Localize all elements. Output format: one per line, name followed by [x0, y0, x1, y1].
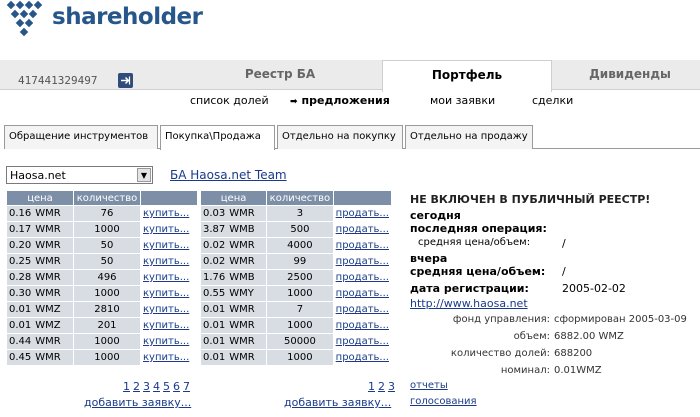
buy-order-action-link[interactable]: купить... [141, 286, 197, 301]
sell-order-price [201, 238, 266, 253]
buy-order-price [7, 206, 73, 221]
buy-order-currency: WMR [35, 288, 61, 299]
sell-order-action-link[interactable]: продать... [334, 334, 391, 349]
buy-order-price [7, 222, 73, 237]
sell-order-price [201, 334, 266, 349]
buy-page-link[interactable]: 2 [133, 380, 140, 393]
buy-pager [120, 380, 190, 393]
subnav-offers[interactable] [290, 94, 390, 107]
buy-order-currency: WMR [35, 352, 61, 363]
sell-order-price [201, 254, 266, 269]
sell-add-order-link[interactable]: добавить заявку... [284, 396, 392, 409]
buy-order-currency: WMR [35, 208, 61, 219]
sell-order-qty: 1000 [267, 350, 333, 365]
sell-order-price-value: 3.87 [203, 224, 226, 235]
sell-order-action-link[interactable]: продать... [334, 222, 391, 237]
voting-link[interactable]: голосования [410, 396, 477, 407]
sell-order-row [201, 334, 391, 349]
sell-order-currency: WMB [229, 224, 255, 235]
sell-order-price [201, 318, 266, 333]
sell-order-currency: WMR [229, 256, 255, 267]
buy-order-price [7, 270, 73, 285]
buy-table [6, 190, 198, 366]
buy-order-currency: WMR [35, 240, 61, 251]
sell-order-qty: 2500 [267, 270, 333, 285]
buy-order-qty: 50 [74, 254, 140, 269]
buy-order-price [7, 350, 73, 365]
sell-order-qty: 7 [267, 302, 333, 317]
today-label: сегодня [410, 209, 461, 222]
sell-order-action-link[interactable]: продать... [334, 238, 391, 253]
sell-header-action [334, 191, 391, 205]
shares-label: количество долей: [450, 348, 550, 359]
buy-order-row [7, 350, 197, 365]
buy-page-link[interactable]: 6 [173, 380, 180, 393]
buy-table-header [7, 191, 197, 205]
fund-label: фонд управления: [452, 314, 550, 325]
buy-order-price-value: 0.16 [9, 208, 32, 219]
sell-page-link[interactable]: 3 [388, 380, 395, 393]
subtab-buy-only[interactable]: Отдельно на покупку [277, 125, 403, 149]
buy-order-action-link[interactable]: купить... [141, 254, 197, 269]
site-header [0, 0, 700, 60]
buy-order-price [7, 286, 73, 301]
sell-order-row [201, 302, 391, 317]
volume-value: 6882.00 WMZ [554, 331, 624, 342]
tab-dividends[interactable]: Дивиденды [589, 67, 671, 81]
buy-order-price-value: 0.20 [9, 240, 32, 251]
buy-order-row [7, 334, 197, 349]
buy-order-action-link[interactable]: купить... [141, 334, 197, 349]
logout-icon[interactable] [118, 73, 133, 88]
avg-yesterday-label: средняя цена/объем: [410, 265, 546, 278]
buy-order-qty: 496 [74, 270, 140, 285]
buy-order-row [7, 302, 197, 317]
last-op-label: последняя операция: [410, 222, 547, 235]
sell-order-price [201, 222, 266, 237]
buy-order-price-value: 0.25 [9, 256, 32, 267]
instrument-select[interactable] [6, 166, 153, 184]
sell-order-action-link[interactable]: продать... [334, 206, 391, 221]
sell-order-qty: 3 [267, 206, 333, 221]
active-arrow-icon: ➡ [290, 97, 298, 107]
buy-order-qty: 201 [74, 318, 140, 333]
subnav-offers-label: предложения [301, 94, 390, 107]
buy-order-row [7, 318, 197, 333]
buy-order-price-value: 0.44 [9, 336, 32, 347]
sell-order-action-link[interactable]: продать... [334, 286, 391, 301]
registry-warning: НЕ ВКЛЮЧЕН В ПУБЛИЧНЫЙ РЕЕСТР! [410, 193, 651, 206]
instrument-info-panel [410, 190, 700, 417]
buy-order-action-link[interactable]: купить... [141, 270, 197, 285]
buy-order-price [7, 254, 73, 269]
buy-order-price [7, 318, 73, 333]
sell-order-action-link[interactable]: продать... [334, 254, 391, 269]
buy-order-currency: WMZ [35, 304, 61, 315]
sell-order-row [201, 318, 391, 333]
nominal-value: 0.01WMZ [554, 365, 602, 376]
buy-page-link[interactable]: 7 [183, 380, 190, 393]
sell-order-price-value: 0.02 [203, 240, 226, 251]
sell-order-currency: WMR [229, 352, 255, 363]
buy-order-qty: 76 [74, 206, 140, 221]
avg-today-value: / [562, 237, 566, 250]
team-link[interactable]: БА Haosa.net Team [170, 168, 287, 182]
buy-order-row [7, 206, 197, 221]
subnav-shares-list[interactable]: список долей [190, 94, 269, 107]
sell-order-qty: 4000 [267, 238, 333, 253]
sell-order-price-value: 0.01 [203, 336, 226, 347]
buy-order-price-value: 0.01 [9, 320, 32, 331]
sell-order-qty: 99 [267, 254, 333, 269]
buy-add-order-link[interactable]: добавить заявку... [84, 396, 192, 409]
brand-name: shareholder [52, 4, 203, 30]
site-link[interactable]: http://www.haosa.net [410, 297, 528, 310]
sell-order-row [201, 286, 391, 301]
logo-icon [4, 0, 44, 40]
subnav [0, 94, 700, 110]
sell-order-price [201, 270, 266, 285]
instrument-select-value: Haosa.net [10, 169, 66, 182]
sell-order-action-link[interactable]: продать... [334, 318, 391, 333]
reg-date-label: дата регистрации: [410, 282, 529, 295]
buy-order-price-value: 0.01 [9, 304, 32, 315]
buy-order-action-link[interactable]: купить... [141, 222, 197, 237]
sell-order-price-value: 0.01 [203, 352, 226, 363]
sell-page-link[interactable]: 2 [378, 380, 385, 393]
sell-order-price [201, 302, 266, 317]
sell-order-price-value: 1.76 [203, 272, 226, 283]
yesterday-label: вчера [410, 252, 448, 265]
sell-order-row [201, 238, 391, 253]
buy-header-qty: количество [74, 191, 140, 205]
buy-order-currency: WMR [35, 224, 61, 235]
sell-order-currency: WMB [229, 272, 255, 283]
shares-value: 688200 [554, 348, 593, 359]
sell-order-qty: 50000 [267, 334, 333, 349]
buy-order-price-value: 0.28 [9, 272, 32, 283]
buy-order-row [7, 286, 197, 301]
avg-yesterday-value: / [562, 265, 566, 278]
sell-order-currency: WMR [229, 208, 255, 219]
reg-date-value: 2005-02-02 [562, 282, 626, 295]
buy-order-action-link[interactable]: купить... [141, 318, 197, 333]
buy-order-price-value: 0.17 [9, 224, 32, 235]
sell-order-row [201, 254, 391, 269]
subtab-sell-only[interactable]: Отдельно на продажу [405, 125, 533, 149]
sell-page-link[interactable]: 1 [368, 380, 375, 393]
subnav-my-orders[interactable]: мои заявки [430, 94, 496, 107]
buy-order-qty: 1000 [74, 334, 140, 349]
sell-order-qty: 1000 [267, 318, 333, 333]
buy-order-row [7, 270, 197, 285]
buy-page-link[interactable]: 5 [163, 380, 170, 393]
buy-order-currency: WMZ [35, 320, 61, 331]
sell-table [200, 190, 392, 366]
sell-order-qty: 1000 [267, 286, 333, 301]
buy-order-row [7, 254, 197, 269]
sell-order-price-value: 0.55 [203, 288, 226, 299]
buy-order-qty: 1000 [74, 286, 140, 301]
buy-order-qty: 1000 [74, 222, 140, 237]
sell-order-price-value: 0.03 [203, 208, 226, 219]
nominal-label: номинал: [500, 365, 550, 376]
fund-value: сформирован 2005-03-09 [554, 314, 687, 325]
tab-portfel[interactable]: Портфель [382, 60, 552, 92]
buy-header-action [141, 191, 197, 205]
buy-order-qty: 2810 [74, 302, 140, 317]
sell-order-price-value: 0.01 [203, 304, 226, 315]
avg-today-label: средняя цена/объем: [418, 237, 531, 248]
buy-header-price: цена [7, 191, 73, 205]
buy-order-qty: 50 [74, 238, 140, 253]
sell-order-currency: WMR [229, 320, 255, 331]
reports-link[interactable]: отчеты [410, 380, 448, 391]
sell-order-row [201, 350, 391, 365]
sell-order-price [201, 350, 266, 365]
sell-order-currency: WMY [229, 288, 254, 299]
sell-header-qty: количество [267, 191, 333, 205]
sell-order-currency: WMR [229, 336, 255, 347]
buy-order-currency: WMR [35, 272, 61, 283]
buy-order-row [7, 238, 197, 253]
buy-order-action-link[interactable]: купить... [141, 206, 197, 221]
sell-order-action-link[interactable]: продать... [334, 302, 391, 317]
buy-order-row [7, 222, 197, 237]
sell-order-action-link[interactable]: продать... [334, 270, 391, 285]
sell-order-row [201, 206, 391, 221]
subnav-deals[interactable]: сделки [532, 94, 574, 107]
buy-order-action-link[interactable]: купить... [141, 302, 197, 317]
buy-order-currency: WMR [35, 256, 61, 267]
tab-reestr[interactable]: Реестр БА [244, 67, 316, 81]
sell-table-header [201, 191, 391, 205]
account-number: 417441329497 [18, 74, 98, 87]
buy-order-price-value: 0.45 [9, 352, 32, 363]
subtab-circulation[interactable]: Обращение инструментов [4, 125, 158, 149]
sell-order-currency: WMR [229, 304, 255, 315]
buy-page-link[interactable]: 1 [123, 380, 130, 393]
sell-order-price-value: 0.01 [203, 320, 226, 331]
buy-page-link[interactable]: 4 [153, 380, 160, 393]
buy-order-price-value: 0.30 [9, 288, 32, 299]
volume-label: объем: [513, 331, 550, 342]
sell-order-price [201, 206, 266, 221]
sell-order-currency: WMR [229, 240, 255, 251]
sell-order-price [201, 286, 266, 301]
buy-order-currency: WMR [35, 336, 61, 347]
sell-order-row [201, 222, 391, 237]
sell-pager [365, 380, 395, 393]
buy-order-qty: 1000 [74, 350, 140, 365]
sell-order-price-value: 0.02 [203, 256, 226, 267]
sell-header-price: цена [201, 191, 266, 205]
chevron-down-icon[interactable]: ▼ [137, 168, 151, 182]
buy-page-link[interactable]: 3 [143, 380, 150, 393]
buy-order-action-link[interactable]: купить... [141, 238, 197, 253]
subtab-buy-sell[interactable]: Покупка\Продажа [160, 125, 275, 150]
buy-order-price [7, 334, 73, 349]
sell-order-row [201, 270, 391, 285]
buy-order-action-link[interactable]: купить... [141, 350, 197, 365]
sell-order-qty: 500 [267, 222, 333, 237]
buy-order-price [7, 302, 73, 317]
sell-order-action-link[interactable]: продать... [334, 350, 391, 365]
buy-order-price [7, 238, 73, 253]
sub-tabs [4, 125, 700, 149]
